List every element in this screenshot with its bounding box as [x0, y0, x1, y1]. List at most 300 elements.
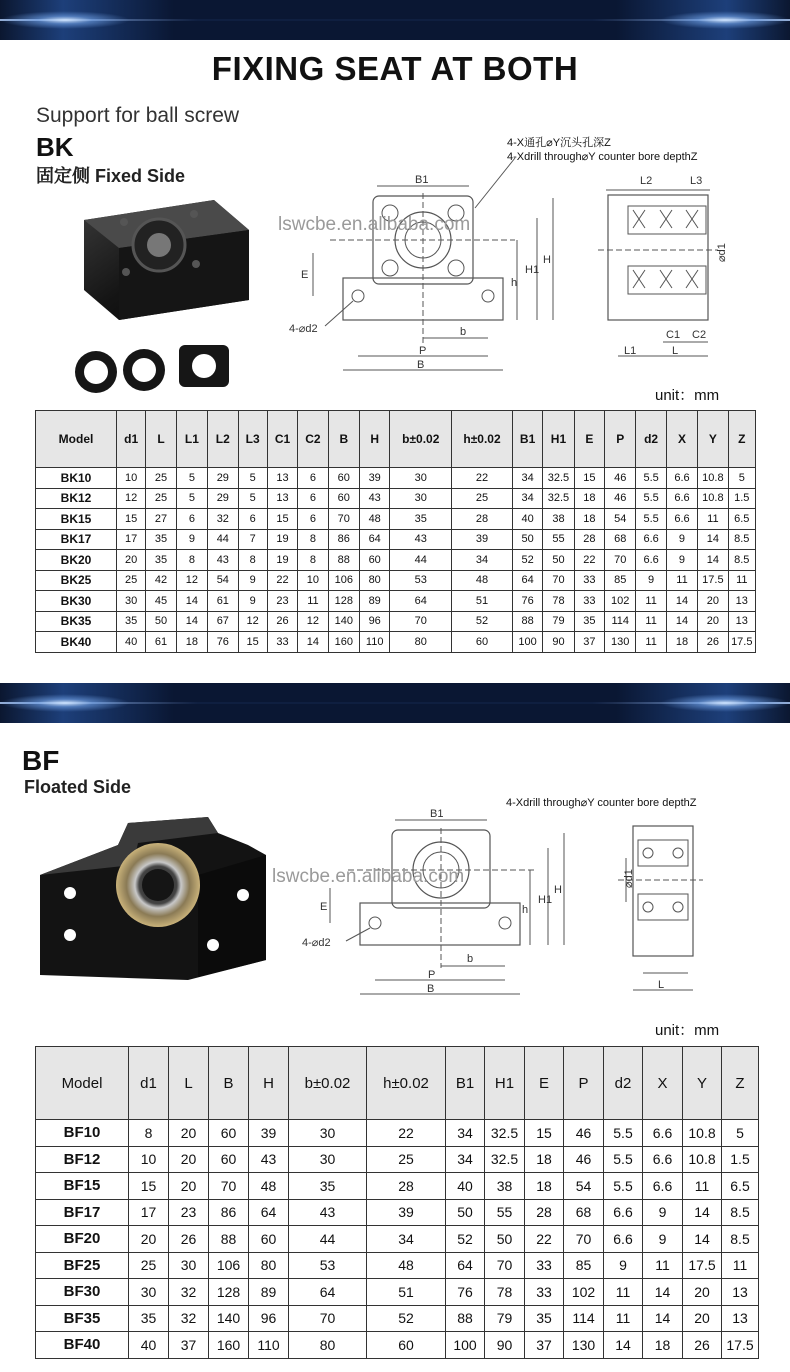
model-cell: BK40	[36, 632, 117, 653]
value-cell: 18	[574, 488, 604, 509]
value-cell: 20	[117, 550, 146, 571]
value-cell: 128	[328, 591, 359, 612]
value-cell: 10.8	[683, 1120, 722, 1147]
value-cell: 6.6	[604, 1226, 643, 1253]
value-cell: 11	[683, 1173, 722, 1200]
value-cell: 19	[267, 550, 297, 571]
value-cell: 11	[722, 1252, 759, 1279]
value-cell: 70	[209, 1173, 249, 1200]
model-cell: BF15	[36, 1173, 129, 1200]
value-cell: 22	[525, 1226, 564, 1253]
value-cell: 22	[574, 550, 604, 571]
value-cell: 46	[605, 488, 636, 509]
value-cell: 80	[360, 570, 390, 591]
value-cell: 28	[452, 509, 513, 530]
bf-drill-note-en: 4-Xdrill through⌀Y counter bore depthZ	[506, 797, 697, 809]
value-cell: 43	[390, 529, 452, 550]
bk-side-view-drawing	[598, 170, 728, 366]
value-cell: 35	[129, 1305, 169, 1332]
bk-header-cell: H1	[543, 411, 574, 468]
table-row	[36, 1199, 759, 1226]
value-cell: 25	[367, 1146, 446, 1173]
value-cell: 55	[543, 529, 574, 550]
value-cell: 20	[169, 1120, 209, 1147]
bk-header-cell: Model	[36, 411, 117, 468]
value-cell: 88	[446, 1305, 485, 1332]
value-cell: 53	[390, 570, 452, 591]
value-cell: 34	[512, 488, 542, 509]
bk-front-label-e: E	[301, 269, 309, 281]
value-cell: 11	[698, 509, 728, 530]
value-cell: 70	[605, 550, 636, 571]
value-cell: 11	[643, 1252, 683, 1279]
value-cell: 20	[129, 1226, 169, 1253]
value-cell: 30	[129, 1279, 169, 1306]
table-row	[36, 1279, 759, 1306]
value-cell: 19	[267, 529, 297, 550]
value-cell: 64	[512, 570, 542, 591]
value-cell: 39	[360, 468, 390, 489]
value-cell: 78	[485, 1279, 525, 1306]
value-cell: 51	[452, 591, 513, 612]
bf-table-header-row	[36, 1047, 759, 1120]
bf-header-cell: L	[169, 1047, 209, 1120]
model-cell: BK15	[36, 509, 117, 530]
value-cell: 14	[666, 611, 697, 632]
value-cell: 27	[146, 509, 176, 530]
value-cell: 40	[129, 1332, 169, 1359]
value-cell: 13	[722, 1279, 759, 1306]
value-cell: 12	[238, 611, 267, 632]
value-cell: 38	[543, 509, 574, 530]
value-cell: 43	[208, 550, 238, 571]
value-cell: 90	[543, 632, 574, 653]
value-cell: 29	[208, 468, 238, 489]
bk-header-cell: E	[574, 411, 604, 468]
value-cell: 68	[564, 1199, 604, 1226]
value-cell: 15	[129, 1173, 169, 1200]
bk-side-label-l1: L1	[624, 345, 637, 357]
value-cell: 9	[636, 570, 666, 591]
bk-subtitle: Support for ball screw	[36, 104, 240, 127]
value-cell: 14	[666, 591, 697, 612]
bk-front-label-p: P	[419, 345, 427, 357]
table-row	[36, 1120, 759, 1147]
value-cell: 37	[525, 1332, 564, 1359]
value-cell: 15	[574, 468, 604, 489]
value-cell: 30	[289, 1146, 367, 1173]
value-cell: 5	[176, 488, 207, 509]
value-cell: 9	[643, 1199, 683, 1226]
value-cell: 9	[666, 529, 697, 550]
value-cell: 46	[605, 468, 636, 489]
bk-front-view-drawing	[285, 168, 560, 380]
bf-unit-label: unit：mm	[655, 1022, 720, 1039]
value-cell: 1.5	[722, 1146, 759, 1173]
value-cell: 78	[543, 591, 574, 612]
value-cell: 52	[512, 550, 542, 571]
value-cell: 25	[117, 570, 146, 591]
value-cell: 6.5	[728, 509, 755, 530]
bk-front-label-h1: H1	[525, 264, 540, 276]
value-cell: 60	[360, 550, 390, 571]
value-cell: 44	[208, 529, 238, 550]
model-cell: BF40	[36, 1332, 129, 1359]
value-cell: 6.6	[666, 468, 697, 489]
table-row	[36, 1226, 759, 1253]
value-cell: 43	[289, 1199, 367, 1226]
value-cell: 64	[360, 529, 390, 550]
bf-front-label-h: h	[522, 904, 529, 916]
value-cell: 6.6	[604, 1199, 643, 1226]
bf-header-cell: d2	[604, 1047, 643, 1120]
bf-front-label-e: E	[320, 901, 328, 913]
value-cell: 14	[683, 1226, 722, 1253]
bf-header-cell: E	[525, 1047, 564, 1120]
value-cell: 35	[146, 529, 176, 550]
value-cell: 14	[176, 591, 207, 612]
value-cell: 35	[390, 509, 452, 530]
value-cell: 9	[666, 550, 697, 571]
value-cell: 50	[485, 1226, 525, 1253]
value-cell: 6	[298, 509, 328, 530]
value-cell: 13	[267, 488, 297, 509]
value-cell: 50	[512, 529, 542, 550]
value-cell: 160	[209, 1332, 249, 1359]
bf-header-cell: P	[564, 1047, 604, 1120]
value-cell: 7	[238, 529, 267, 550]
value-cell: 61	[208, 591, 238, 612]
value-cell: 6.6	[643, 1146, 683, 1173]
value-cell: 9	[604, 1252, 643, 1279]
table-row	[36, 570, 756, 591]
value-cell: 34	[452, 550, 513, 571]
table-row	[36, 632, 756, 653]
value-cell: 33	[525, 1252, 564, 1279]
value-cell: 35	[117, 611, 146, 632]
value-cell: 25	[452, 488, 513, 509]
bk-side-label-l3: L3	[690, 175, 703, 187]
value-cell: 106	[209, 1252, 249, 1279]
value-cell: 10.8	[683, 1146, 722, 1173]
value-cell: 96	[249, 1305, 289, 1332]
value-cell: 10	[129, 1146, 169, 1173]
model-cell: BK17	[36, 529, 117, 550]
bf-spec-table	[35, 1046, 759, 1359]
value-cell: 12	[298, 611, 328, 632]
bk-header-cell: Z	[728, 411, 755, 468]
bk-front-label-d2: 4-⌀d2	[289, 323, 318, 335]
value-cell: 61	[146, 632, 176, 653]
bf-side-label: Floated Side	[24, 777, 132, 797]
value-cell: 10	[298, 570, 328, 591]
value-cell: 67	[208, 611, 238, 632]
value-cell: 8	[176, 550, 207, 571]
value-cell: 35	[289, 1173, 367, 1200]
value-cell: 5.5	[636, 509, 666, 530]
value-cell: 14	[698, 529, 728, 550]
value-cell: 37	[574, 632, 604, 653]
bf-header-cell: Z	[722, 1047, 759, 1120]
bk-header-cell: B	[328, 411, 359, 468]
value-cell: 140	[209, 1305, 249, 1332]
value-cell: 52	[446, 1226, 485, 1253]
value-cell: 10.8	[698, 468, 728, 489]
bk-side-label-d1: ⌀d1	[716, 243, 728, 262]
value-cell: 114	[605, 611, 636, 632]
bf-front-label-hh: H	[554, 884, 562, 896]
value-cell: 22	[267, 570, 297, 591]
value-cell: 76	[446, 1279, 485, 1306]
value-cell: 130	[605, 632, 636, 653]
value-cell: 6.6	[643, 1173, 683, 1200]
value-cell: 60	[328, 488, 359, 509]
value-cell: 80	[289, 1332, 367, 1359]
bk-header-cell: d2	[636, 411, 666, 468]
model-cell: BF12	[36, 1146, 129, 1173]
value-cell: 9	[643, 1226, 683, 1253]
value-cell: 17.5	[683, 1252, 722, 1279]
value-cell: 26	[698, 632, 728, 653]
value-cell: 70	[390, 611, 452, 632]
table-row	[36, 488, 756, 509]
bf-header-cell: d1	[129, 1047, 169, 1120]
value-cell: 85	[605, 570, 636, 591]
model-cell: BK12	[36, 488, 117, 509]
bk-unit-label: unit：mm	[655, 387, 720, 404]
value-cell: 11	[604, 1305, 643, 1332]
page-title: FIXING SEAT AT BOTH	[211, 50, 579, 87]
value-cell: 25	[146, 488, 176, 509]
section-banner	[0, 683, 790, 723]
value-cell: 160	[328, 632, 359, 653]
value-cell: 76	[208, 632, 238, 653]
model-cell: BK10	[36, 468, 117, 489]
model-cell: BF35	[36, 1305, 129, 1332]
value-cell: 50	[543, 550, 574, 571]
value-cell: 11	[728, 570, 755, 591]
value-cell: 33	[574, 591, 604, 612]
value-cell: 20	[698, 591, 728, 612]
bk-front-label-b: b	[460, 326, 467, 338]
value-cell: 46	[564, 1146, 604, 1173]
value-cell: 17	[129, 1199, 169, 1226]
table-row	[36, 468, 756, 489]
bf-header-cell: b±0.02	[289, 1047, 367, 1120]
bk-drill-note-cn: 4-X通孔⌀Y沉头孔深Z	[507, 137, 611, 149]
value-cell: 14	[643, 1279, 683, 1306]
bk-header-cell: b±0.02	[390, 411, 452, 468]
value-cell: 32.5	[543, 468, 574, 489]
value-cell: 30	[117, 591, 146, 612]
value-cell: 26	[169, 1226, 209, 1253]
table-row	[36, 529, 756, 550]
value-cell: 14	[643, 1305, 683, 1332]
value-cell: 51	[367, 1279, 446, 1306]
value-cell: 15	[525, 1120, 564, 1147]
bf-side-view-drawing	[608, 818, 708, 998]
value-cell: 89	[360, 591, 390, 612]
value-cell: 5.5	[636, 488, 666, 509]
value-cell: 5.5	[604, 1173, 643, 1200]
value-cell: 32.5	[543, 488, 574, 509]
bf-header-cell: Y	[683, 1047, 722, 1120]
value-cell: 110	[249, 1332, 289, 1359]
value-cell: 11	[636, 632, 666, 653]
value-cell: 35	[574, 611, 604, 632]
top-banner	[0, 0, 790, 40]
value-cell: 79	[485, 1305, 525, 1332]
value-cell: 8.5	[728, 529, 755, 550]
table-row	[36, 550, 756, 571]
value-cell: 25	[129, 1252, 169, 1279]
value-cell: 30	[289, 1120, 367, 1147]
value-cell: 5	[238, 468, 267, 489]
value-cell: 30	[169, 1252, 209, 1279]
value-cell: 18	[643, 1332, 683, 1359]
table-row	[36, 1252, 759, 1279]
table-row	[36, 1305, 759, 1332]
bk-header-cell: d1	[117, 411, 146, 468]
value-cell: 89	[249, 1279, 289, 1306]
value-cell: 140	[328, 611, 359, 632]
value-cell: 8.5	[722, 1226, 759, 1253]
value-cell: 40	[117, 632, 146, 653]
value-cell: 28	[574, 529, 604, 550]
value-cell: 6.5	[722, 1173, 759, 1200]
bf-front-label-b: b	[467, 953, 474, 965]
value-cell: 90	[485, 1332, 525, 1359]
bk-product-image	[64, 190, 264, 390]
bf-header-cell: H1	[485, 1047, 525, 1120]
value-cell: 11	[636, 591, 666, 612]
value-cell: 44	[390, 550, 452, 571]
value-cell: 128	[209, 1279, 249, 1306]
value-cell: 30	[390, 468, 452, 489]
bk-code: BK	[36, 132, 74, 162]
value-cell: 39	[367, 1199, 446, 1226]
bk-header-cell: H	[360, 411, 390, 468]
value-cell: 15	[267, 509, 297, 530]
value-cell: 8	[129, 1120, 169, 1147]
value-cell: 85	[564, 1252, 604, 1279]
model-cell: BF25	[36, 1252, 129, 1279]
value-cell: 10.8	[698, 488, 728, 509]
value-cell: 46	[564, 1120, 604, 1147]
table-row	[36, 509, 756, 530]
model-cell: BF17	[36, 1199, 129, 1226]
value-cell: 20	[169, 1146, 209, 1173]
value-cell: 6.6	[666, 488, 697, 509]
model-cell: BF30	[36, 1279, 129, 1306]
value-cell: 15	[238, 632, 267, 653]
value-cell: 34	[446, 1146, 485, 1173]
value-cell: 44	[289, 1226, 367, 1253]
value-cell: 8	[298, 550, 328, 571]
table-row	[36, 1173, 759, 1200]
table-row	[36, 1332, 759, 1359]
bf-product-image	[38, 815, 270, 985]
value-cell: 100	[512, 632, 542, 653]
value-cell: 15	[117, 509, 146, 530]
value-cell: 40	[446, 1173, 485, 1200]
value-cell: 55	[485, 1199, 525, 1226]
value-cell: 18	[525, 1146, 564, 1173]
value-cell: 79	[543, 611, 574, 632]
value-cell: 33	[267, 632, 297, 653]
value-cell: 6	[176, 509, 207, 530]
value-cell: 6	[238, 509, 267, 530]
value-cell: 32	[169, 1305, 209, 1332]
value-cell: 70	[564, 1226, 604, 1253]
value-cell: 14	[604, 1332, 643, 1359]
bk-side-label-c1: C1	[666, 329, 681, 341]
value-cell: 48	[360, 509, 390, 530]
value-cell: 30	[390, 488, 452, 509]
value-cell: 96	[360, 611, 390, 632]
value-cell: 50	[446, 1199, 485, 1226]
bf-header-cell: B1	[446, 1047, 485, 1120]
value-cell: 13	[728, 591, 755, 612]
bf-side-label-l: L	[658, 979, 665, 991]
value-cell: 8	[298, 529, 328, 550]
bk-front-label-hh: H	[543, 254, 551, 266]
bk-header-cell: L3	[238, 411, 267, 468]
bk-front-label-h: h	[511, 277, 518, 289]
value-cell: 8	[238, 550, 267, 571]
value-cell: 37	[169, 1332, 209, 1359]
value-cell: 70	[543, 570, 574, 591]
value-cell: 17.5	[728, 632, 755, 653]
value-cell: 13	[728, 611, 755, 632]
bk-side-label-l2: L2	[640, 175, 653, 187]
bf-front-label-bb: B	[427, 983, 435, 995]
value-cell: 110	[360, 632, 390, 653]
value-cell: 43	[360, 488, 390, 509]
value-cell: 1.5	[728, 488, 755, 509]
value-cell: 60	[328, 468, 359, 489]
value-cell: 100	[446, 1332, 485, 1359]
value-cell: 5	[728, 468, 755, 489]
value-cell: 88	[328, 550, 359, 571]
value-cell: 9	[238, 591, 267, 612]
value-cell: 64	[249, 1199, 289, 1226]
value-cell: 86	[328, 529, 359, 550]
value-cell: 54	[208, 570, 238, 591]
value-cell: 6.6	[643, 1120, 683, 1147]
bk-front-label-bb: B	[417, 359, 425, 371]
value-cell: 42	[146, 570, 176, 591]
bf-code: BF	[22, 745, 60, 776]
value-cell: 76	[512, 591, 542, 612]
value-cell: 20	[698, 611, 728, 632]
bk-table-header-row	[36, 411, 756, 468]
value-cell: 33	[574, 570, 604, 591]
value-cell: 18	[666, 632, 697, 653]
value-cell: 11	[604, 1279, 643, 1306]
bk-header-cell: h±0.02	[452, 411, 513, 468]
bk-header-cell: Y	[698, 411, 728, 468]
value-cell: 130	[564, 1332, 604, 1359]
value-cell: 11	[636, 611, 666, 632]
value-cell: 8.5	[728, 550, 755, 571]
value-cell: 26	[683, 1332, 722, 1359]
value-cell: 88	[209, 1226, 249, 1253]
value-cell: 106	[328, 570, 359, 591]
value-cell: 32	[208, 509, 238, 530]
bf-front-label-h1: H1	[538, 894, 553, 906]
bk-side-label: 固定侧 Fixed Side	[36, 166, 186, 186]
